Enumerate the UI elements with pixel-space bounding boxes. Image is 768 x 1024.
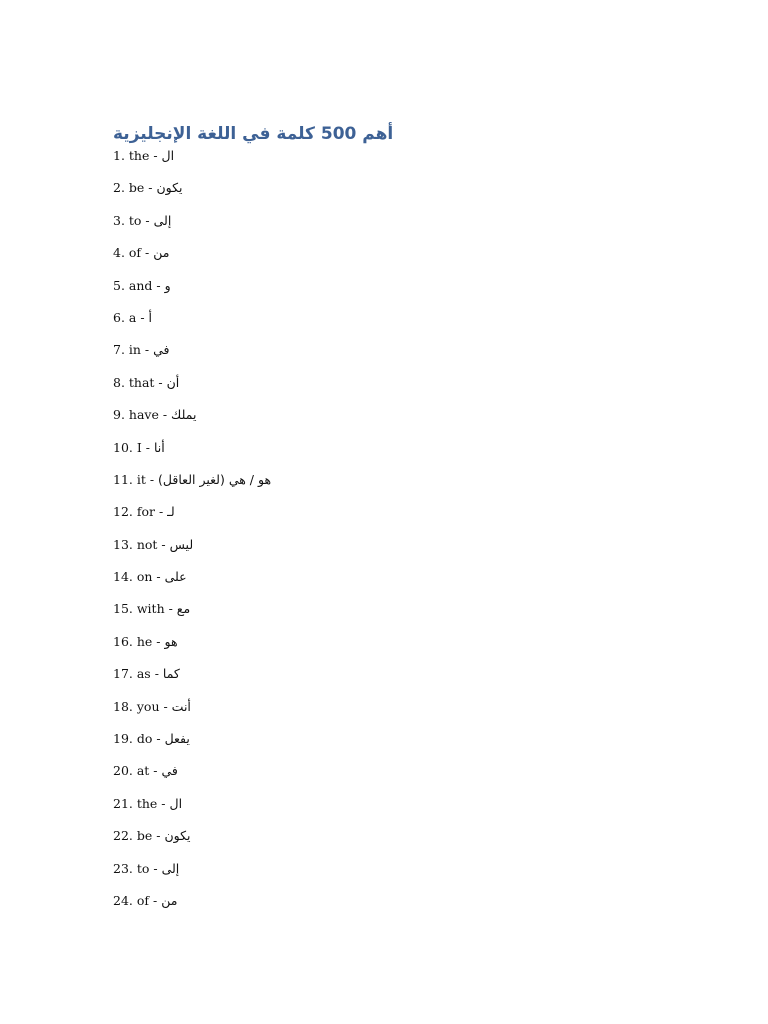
arabic-translation: على [164,569,187,585]
english-word: 7. in - [113,342,154,358]
arabic-translation: في [161,763,178,779]
document-title: أهم 500 كلمة في اللغة الإنجليزية [113,124,394,144]
list-item [113,373,673,405]
arabic-translation: يفعل [164,731,190,747]
list-item [113,697,673,729]
english-word: 18. you - [113,698,172,714]
arabic-translation: أنا [153,439,165,455]
list-item [113,405,673,437]
arabic-translation: أن [166,374,180,390]
arabic-translation: ال [161,148,175,163]
arabic-translation: هو / هي (لغير العاقل) [158,471,272,487]
list-item [113,438,673,470]
english-word: 2. be - [113,180,157,196]
english-word: 3. to - [113,212,154,228]
english-word: 10. I - [113,439,154,455]
arabic-translation: يملك [171,407,197,423]
english-word: 8. that - [113,374,167,390]
arabic-translation: من [153,245,170,261]
english-word: 22. be - [113,828,165,844]
english-word: 21. the - [113,795,170,811]
arabic-translation: ليس [169,536,194,552]
list-item [113,470,673,502]
english-word: 11. it - [113,471,159,487]
english-word: 17. as - [113,666,163,682]
list-item [113,276,673,308]
arabic-translation: و [164,277,171,293]
arabic-translation: يكون [156,180,183,196]
list-item [113,340,673,372]
arabic-translation: ال [169,795,183,811]
list-item [113,243,673,275]
arabic-translation: لـ [167,504,175,520]
arabic-translation: يكون [164,828,191,844]
arabic-translation: أ [148,309,153,325]
english-word: 6. a - [113,309,149,325]
list-item [113,664,673,696]
english-word: 20. at - [113,763,162,779]
english-word: 16. he - [113,633,165,649]
list-item [113,308,673,340]
list-item [113,178,673,210]
list-item [113,211,673,243]
english-word: 1. the - [113,148,162,163]
arabic-translation: أنت [171,698,191,714]
english-word: 9. have - [113,407,172,423]
list-item [113,729,673,761]
arabic-translation: كما [162,666,180,682]
english-word: 23. to - [113,860,162,876]
list-item [113,859,673,891]
english-word: 5. and - [113,277,165,293]
arabic-translation: إلى [161,860,180,876]
english-word: 19. do - [113,731,165,747]
word-list [113,146,673,923]
english-word: 13. not - [113,536,170,552]
arabic-translation: إلى [153,212,172,228]
arabic-translation: هو [164,633,178,649]
document-content [113,122,673,923]
english-word: 15. with - [113,601,177,617]
list-item [113,794,673,826]
list-item [113,632,673,664]
english-word: 24. of - [113,892,162,908]
list-item [113,761,673,793]
list-item [113,599,673,631]
list-item [113,146,673,178]
arabic-translation: من [161,892,178,908]
list-item [113,826,673,858]
english-word: 14. on - [113,569,165,585]
arabic-translation: في [153,342,170,358]
list-item [113,891,673,923]
list-item [113,502,673,534]
list-item [113,567,673,599]
english-word: 4. of - [113,245,154,261]
arabic-translation: مع [176,601,191,617]
list-item [113,535,673,567]
english-word: 12. for - [113,504,168,520]
